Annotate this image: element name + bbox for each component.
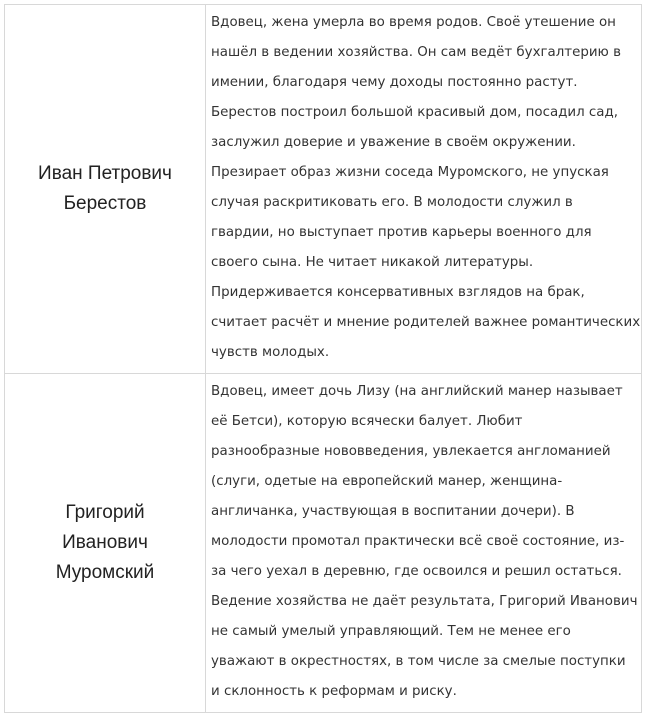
description-line: англичанка, участвующая в воспитании дочери). В [211, 504, 575, 519]
description-line: гвардии, но выступает против карьеры военного для [211, 225, 592, 240]
characters-table [4, 4, 642, 713]
description-line: считает расчёт и мнение родителей важнее романтических [211, 315, 641, 330]
description-line: молодости промотал практически всё своё состояние, из- [211, 534, 625, 549]
description-line: нашёл в ведении хозяйства. Он сам ведёт бухгалтерию в [211, 45, 621, 60]
description-line: (слуги, одетые на европейский манер, женщина- [211, 474, 563, 489]
description-line: Берестов построил большой красивый дом, посадил сад, [211, 105, 619, 120]
description-line: разнообразные нововведения, увлекается англоманией [211, 444, 611, 459]
description-line: Вдовец, имеет дочь Лизу (на английский манер называет [211, 384, 623, 399]
description-line: имении, благодаря чему доходы постоянно растут. [211, 75, 578, 90]
description-line: случая раскритиковать его. В молодости служил в [211, 195, 573, 210]
description-line: за чего уехал в деревню, где освоился и решил остаться. [211, 564, 622, 579]
description-line: Презирает образ жизни соседа Муромского, не упуская [211, 165, 609, 180]
character-name-line: Берестов [63, 193, 147, 214]
table-row [5, 374, 642, 713]
character-name-cell [5, 374, 206, 713]
description-line: своего сына. Не читает никакой литературы. [211, 255, 534, 270]
character-name-cell [5, 5, 206, 374]
description-line: заслужил доверие и уважение в своём окружении. [211, 135, 576, 150]
description-line: Вдовец, жена умерла во время родов. Своё утешение он [211, 15, 616, 30]
character-name-line: Иванович [62, 532, 148, 553]
character-name-line: Муромский [55, 562, 155, 583]
description-line: Ведение хозяйства не даёт результата, Григорий Иванович [211, 594, 638, 609]
character-description-cell [206, 5, 642, 374]
description-line: Придерживается консервативных взглядов на брак, [211, 285, 585, 300]
description-line: и склонность к реформам и риску. [211, 684, 457, 699]
description-line: уважают в окрестностях, в том числе за смелые поступки [211, 654, 626, 669]
character-name-line: Иван Петрович [38, 163, 172, 184]
character-name-line: Григорий [65, 502, 145, 523]
table-row [5, 5, 642, 374]
character-description-cell [206, 374, 642, 713]
description-line: не самый умелый управляющий. Тем не менее его [211, 624, 571, 639]
description-line: чувств молодых. [211, 345, 330, 360]
description-line: её Бетси), которую всячески балует. Любит [211, 414, 523, 429]
